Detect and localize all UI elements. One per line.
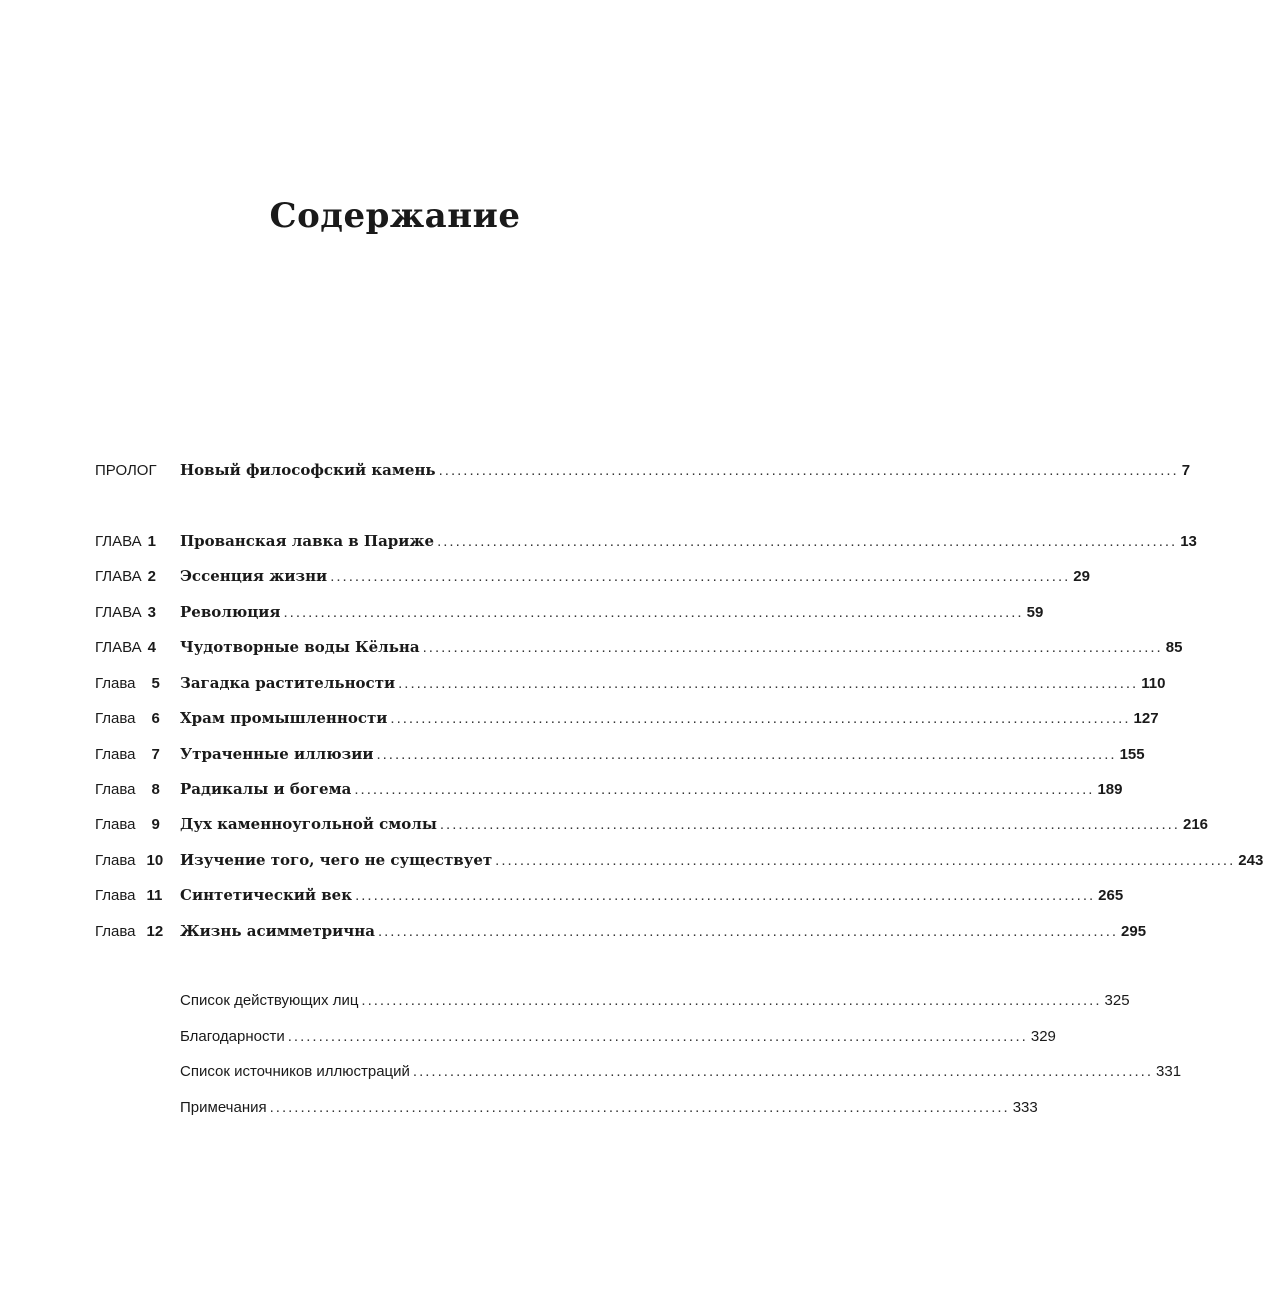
toc-entry-chapter-7[interactable] xyxy=(95,745,1145,769)
chapter-page: 265 xyxy=(1098,887,1124,904)
toc-entry-prologue[interactable] xyxy=(95,461,1191,485)
toc-entry-back-matter[interactable] xyxy=(95,992,1130,1016)
chapter-word: Глава xyxy=(95,781,136,798)
prologue-title: Новый философский камень xyxy=(180,461,436,479)
dot-leader: ........................................................................................................................ xyxy=(354,781,1095,798)
chapter-page: 243 xyxy=(1238,852,1263,869)
chapter-word: Глава xyxy=(95,923,136,940)
chapter-number: 1 xyxy=(147,533,156,550)
chapter-page: 29 xyxy=(1073,568,1090,585)
toc-entry-chapter-4[interactable] xyxy=(95,638,1183,662)
dot-leader: ........................................................................................................................ xyxy=(361,992,1102,1009)
dot-leader: ........................................................................................................................ xyxy=(438,462,1179,479)
chapter-number: 11 xyxy=(146,887,163,904)
dot-leader: ........................................................................................................................ xyxy=(439,816,1180,833)
toc-entry-chapter-9[interactable] xyxy=(95,815,1209,839)
chapter-page: 85 xyxy=(1165,639,1183,656)
chapter-title: Радикалы и богема xyxy=(180,780,352,798)
dot-leader: ........................................................................................................................ xyxy=(355,887,1096,904)
dot-leader: ........................................................................................................................ xyxy=(376,746,1117,763)
back-matter-title: Благодарности xyxy=(180,1028,285,1045)
chapter-number: 12 xyxy=(146,923,164,940)
toc-entry-chapter-11[interactable] xyxy=(95,886,1124,910)
dot-leader: ........................................................................................................................ xyxy=(412,1063,1154,1080)
chapter-page: 189 xyxy=(1097,781,1123,798)
dot-leader: ........................................................................................................................ xyxy=(398,675,1139,692)
back-matter-page: 333 xyxy=(1012,1099,1038,1116)
toc-entry-chapter-8[interactable] xyxy=(95,780,1123,804)
chapter-word: Глава xyxy=(95,710,136,727)
back-matter-page: 325 xyxy=(1104,992,1130,1009)
back-matter-title: Примечания xyxy=(180,1099,267,1116)
chapter-word: Глава xyxy=(95,675,136,692)
chapter-number: 2 xyxy=(147,568,156,585)
prologue-page: 7 xyxy=(1181,462,1191,479)
toc-entry-back-matter[interactable] xyxy=(95,1028,1056,1052)
chapter-title: Революция xyxy=(180,603,281,621)
chapter-page: 13 xyxy=(1180,533,1197,550)
dot-leader: ........................................................................................................................ xyxy=(269,1099,1010,1116)
dot-leader: ........................................................................................................................ xyxy=(330,568,1071,585)
prologue-label: ПРОЛОГ xyxy=(95,462,157,479)
back-matter-page: 331 xyxy=(1156,1063,1182,1080)
back-matter-title: Список источников иллюстраций xyxy=(180,1063,410,1080)
dot-leader: ........................................................................................................................ xyxy=(422,639,1163,656)
toc-entry-chapter-6[interactable] xyxy=(95,709,1159,733)
toc-entry-chapter-1[interactable] xyxy=(95,532,1197,556)
chapter-number: 4 xyxy=(147,639,156,656)
chapter-title: Прованская лавка в Париже xyxy=(180,532,435,550)
chapter-word: Глава xyxy=(95,746,136,763)
toc-entry-chapter-3[interactable] xyxy=(95,603,1044,627)
chapter-title: Жизнь асимметрична xyxy=(180,922,375,940)
chapter-number: 9 xyxy=(151,816,160,833)
toc-entry-chapter-5[interactable] xyxy=(95,674,1166,698)
chapter-word: Глава xyxy=(95,816,136,833)
dot-leader: ........................................................................................................................ xyxy=(287,1028,1028,1045)
chapter-page: 110 xyxy=(1141,675,1166,692)
chapter-title: Синтетический век xyxy=(180,886,353,904)
chapter-title: Утраченные иллюзии xyxy=(180,745,374,763)
back-matter-page: 329 xyxy=(1030,1028,1056,1045)
chapter-page: 155 xyxy=(1119,746,1145,763)
dot-leader: ........................................................................................................................ xyxy=(390,710,1131,727)
dot-leader: ........................................................................................................................ xyxy=(495,852,1236,869)
chapter-word: ГЛАВА xyxy=(95,568,142,585)
dot-leader: ........................................................................................................................ xyxy=(437,533,1178,550)
toc-entry-back-matter[interactable] xyxy=(95,1063,1182,1087)
toc-entry-chapter-12[interactable] xyxy=(95,922,1147,946)
chapter-number: 7 xyxy=(151,746,160,763)
chapter-title: Чудотворные воды Кёльна xyxy=(180,638,420,656)
chapter-word: ГЛАВА xyxy=(95,604,142,621)
toc-entry-chapter-2[interactable] xyxy=(95,567,1090,591)
chapter-word: ГЛАВА xyxy=(95,533,142,550)
dot-leader: ........................................................................................................................ xyxy=(377,923,1119,940)
chapter-number: 3 xyxy=(147,604,156,621)
chapter-title: Эссенция жизни xyxy=(180,567,328,585)
toc-entry-back-matter[interactable] xyxy=(95,1099,1038,1123)
chapter-title: Храм промышленности xyxy=(180,709,388,727)
chapter-number: 8 xyxy=(151,781,160,798)
chapter-page: 216 xyxy=(1182,816,1209,833)
chapter-word: Глава xyxy=(95,852,136,869)
chapter-page: 127 xyxy=(1133,710,1159,727)
chapter-number: 5 xyxy=(151,675,160,692)
chapter-title: Изучение того, чего не существует xyxy=(180,851,493,869)
chapter-word: Глава xyxy=(95,887,136,904)
page-title: Содержание xyxy=(269,196,521,236)
chapter-page: 295 xyxy=(1121,923,1147,940)
toc-entry-chapter-10[interactable] xyxy=(95,851,1263,875)
dot-leader: ........................................................................................................................ xyxy=(283,604,1024,621)
chapter-title: Дух каменноугольной смолы xyxy=(180,815,437,833)
chapter-number: 6 xyxy=(151,710,160,727)
chapter-number: 10 xyxy=(146,852,164,869)
chapter-page: 59 xyxy=(1026,604,1044,621)
chapter-word: ГЛАВА xyxy=(95,639,142,656)
back-matter-title: Список действующих лиц xyxy=(180,992,359,1009)
chapter-title: Загадка растительности xyxy=(180,674,396,692)
